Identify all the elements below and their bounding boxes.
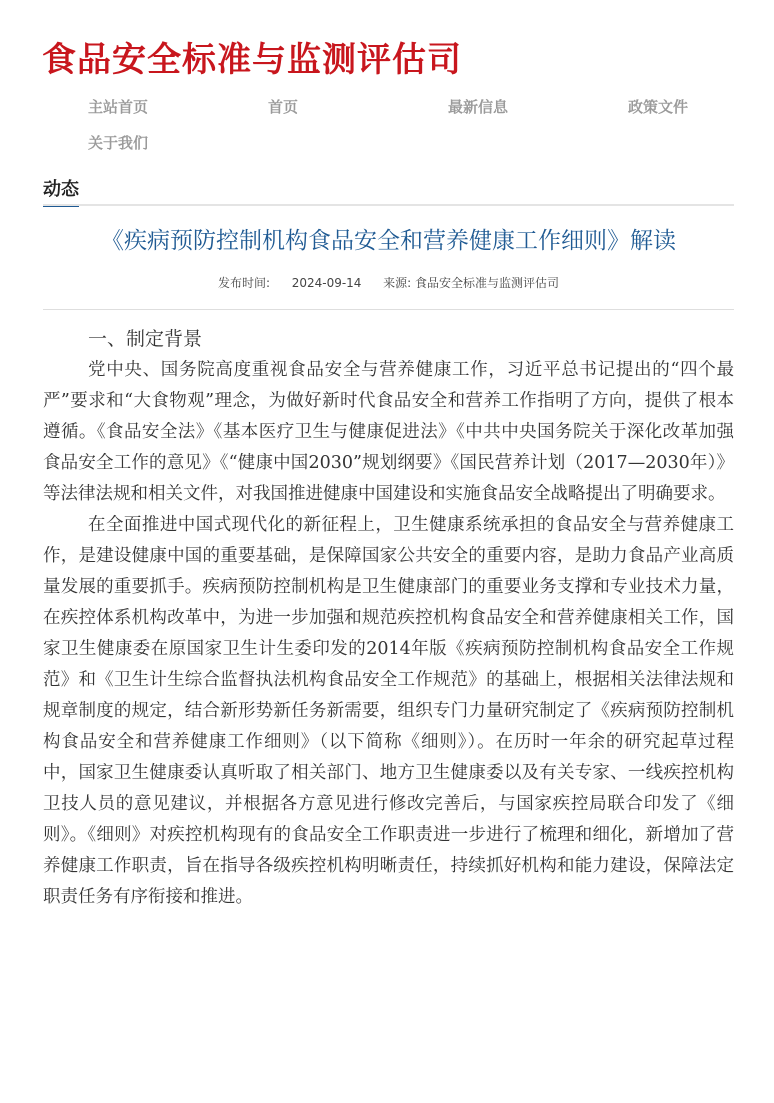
article-title: 《疾病预防控制机构食品安全和营养健康工作细则》解读: [101, 228, 676, 254]
paragraph-1: 党中央、国务院高度重视食品安全与营养健康工作，习近平总书记提出的“四个最严”要求和“大食物观”理念，为做好新时代食品安全和营养工作指明了方向，提供了根本遵循。《食品安全法》《基本医疗卫生与健康促进法》《中共中央国务院关于深化改革加强食品安全工作的意见》《“健康中国2030”规划纲要》《国民营养计划（2017—2030年）》等法律法规和相关文件，对我国推进健康中国建设和实施食品安全战略提出了明确要求。: [43, 360, 734, 504]
nav-item-about-us[interactable]: 关于我们: [88, 134, 149, 152]
site-title: 食品安全标准与监测评估司: [42, 40, 462, 80]
nav-item-latest-news[interactable]: 最新信息: [448, 98, 509, 116]
source-label: 来源:: [383, 276, 412, 290]
source-value: 食品安全标准与监测评估司: [414, 276, 559, 290]
publish-date: 2024-09-14: [291, 276, 362, 290]
main-nav: [88, 96, 728, 154]
nav-item-main-site-home[interactable]: 主站首页: [88, 98, 149, 116]
section-heading: 一、制定背景: [88, 328, 203, 350]
paragraph-2: 在全面推进中国式现代化的新征程上，卫生健康系统承担的食品安全与营养健康工作，是建设健康中国的重要基础，是保障国家公共安全的重要内容，是助力食品产业高质量发展的重要抓手。疾病预防控制机构是卫生健康部门的重要业务支撑和专业技术力量，在疾控体系机构改革中，为进一步加强和规范疾控机构食品安全和营养健康相关工作，国家卫生健康委在原国家卫生计生委印发的2014年版《疾病预防控制机构食品安全工作规范》和《卫生计生综合监督执法机构食品安全工作规范》的基础上，根据相关法律法规和规章制度的规定，结合新形势新任务新需要，组织专门力量研究制定了《疾病预防控制机构食品安全和营养健康工作细则》（以下简称《细则》）。在历时一年余的研究起草过程中，国家卫生健康委认真听取了相关部门、地方卫生健康委以及有关专家、一线疾控机构卫技人员的意见建议，并根据各方意见进行修改完善后，与国家疾控局联合印发了《细则》。《细则》对疾控机构现有的食品安全工作职责进一步进行了梳理和细化，新增加了营养健康工作职责，旨在指导各级疾控机构明晰责任，持续抓好机构和能力建设，保障法定职责任务有序衔接和推进。: [43, 515, 734, 907]
article-meta: [43, 274, 734, 292]
nav-item-home[interactable]: 首页: [268, 98, 299, 116]
section-label: 动态: [43, 178, 79, 207]
section-divider: [43, 204, 734, 206]
article-body: [43, 324, 734, 913]
meta-divider: [43, 309, 734, 310]
nav-item-policy-documents[interactable]: 政策文件: [628, 98, 689, 116]
publish-date-label: 发布时间:: [218, 276, 271, 290]
